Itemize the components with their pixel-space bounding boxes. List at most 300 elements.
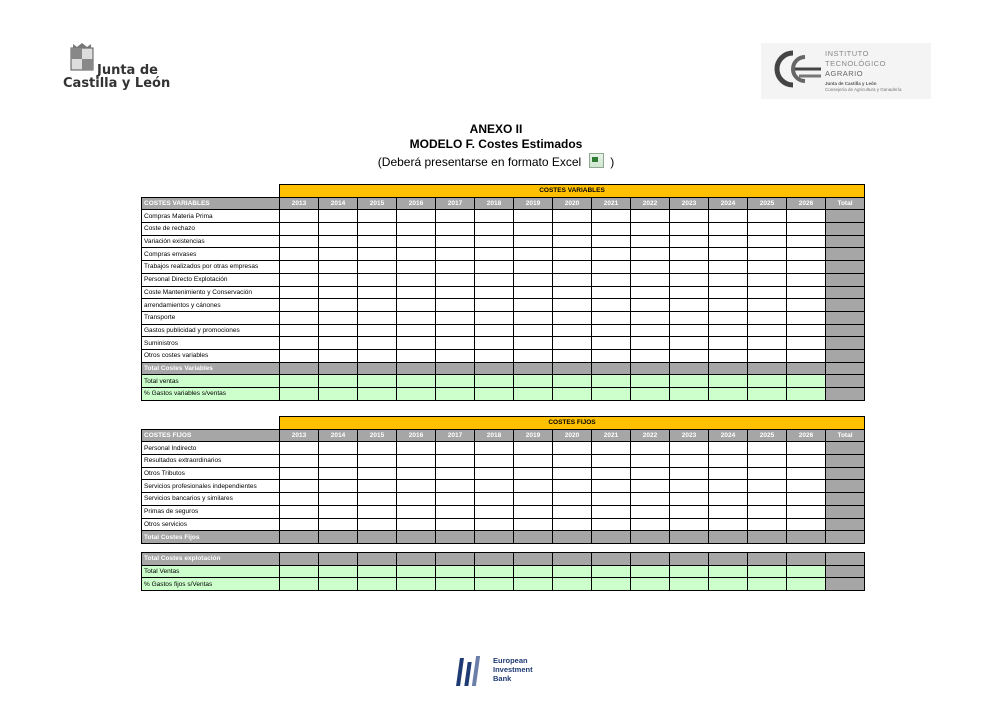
input-cell[interactable] bbox=[787, 505, 826, 518]
input-cell[interactable] bbox=[397, 467, 436, 480]
input-cell[interactable] bbox=[670, 337, 709, 350]
input-cell[interactable] bbox=[280, 324, 319, 337]
input-cell[interactable] bbox=[475, 455, 514, 468]
input-cell[interactable] bbox=[631, 223, 670, 236]
input-cell[interactable] bbox=[475, 349, 514, 362]
ventas-cell[interactable] bbox=[358, 565, 397, 578]
ventas-cell[interactable] bbox=[709, 388, 748, 401]
input-cell[interactable] bbox=[748, 299, 787, 312]
input-cell[interactable] bbox=[436, 223, 475, 236]
input-cell[interactable] bbox=[319, 480, 358, 493]
input-cell[interactable] bbox=[280, 480, 319, 493]
input-cell[interactable] bbox=[436, 442, 475, 455]
input-cell[interactable] bbox=[397, 223, 436, 236]
input-cell[interactable] bbox=[787, 286, 826, 299]
input-cell[interactable] bbox=[553, 223, 592, 236]
input-cell[interactable] bbox=[358, 493, 397, 506]
input-cell[interactable] bbox=[553, 505, 592, 518]
input-cell[interactable] bbox=[319, 210, 358, 223]
input-cell[interactable] bbox=[553, 311, 592, 324]
input-cell[interactable] bbox=[319, 455, 358, 468]
input-cell[interactable] bbox=[280, 505, 319, 518]
input-cell[interactable] bbox=[358, 210, 397, 223]
input-cell[interactable] bbox=[436, 349, 475, 362]
input-cell[interactable] bbox=[787, 299, 826, 312]
input-cell[interactable] bbox=[280, 493, 319, 506]
input-cell[interactable] bbox=[670, 223, 709, 236]
input-cell[interactable] bbox=[631, 337, 670, 350]
input-cell[interactable] bbox=[748, 261, 787, 274]
input-cell[interactable] bbox=[787, 455, 826, 468]
input-cell[interactable] bbox=[397, 235, 436, 248]
input-cell[interactable] bbox=[670, 311, 709, 324]
input-cell[interactable] bbox=[436, 286, 475, 299]
input-cell[interactable] bbox=[709, 261, 748, 274]
input-cell[interactable] bbox=[397, 480, 436, 493]
input-cell[interactable] bbox=[553, 493, 592, 506]
input-cell[interactable] bbox=[748, 480, 787, 493]
input-cell[interactable] bbox=[592, 349, 631, 362]
input-cell[interactable] bbox=[709, 210, 748, 223]
input-cell[interactable] bbox=[709, 248, 748, 261]
input-cell[interactable] bbox=[787, 235, 826, 248]
input-cell[interactable] bbox=[787, 480, 826, 493]
input-cell[interactable] bbox=[436, 480, 475, 493]
input-cell[interactable] bbox=[397, 273, 436, 286]
ventas-cell[interactable] bbox=[748, 388, 787, 401]
input-cell[interactable] bbox=[397, 442, 436, 455]
ventas-cell[interactable] bbox=[748, 375, 787, 388]
ventas-cell[interactable] bbox=[787, 388, 826, 401]
input-cell[interactable] bbox=[358, 324, 397, 337]
input-cell[interactable] bbox=[319, 467, 358, 480]
input-cell[interactable] bbox=[358, 349, 397, 362]
ventas-cell[interactable] bbox=[592, 578, 631, 591]
input-cell[interactable] bbox=[514, 273, 553, 286]
ventas-cell[interactable] bbox=[319, 388, 358, 401]
input-cell[interactable] bbox=[397, 324, 436, 337]
input-cell[interactable] bbox=[670, 442, 709, 455]
ventas-cell[interactable] bbox=[631, 388, 670, 401]
input-cell[interactable] bbox=[514, 235, 553, 248]
input-cell[interactable] bbox=[514, 337, 553, 350]
input-cell[interactable] bbox=[787, 223, 826, 236]
input-cell[interactable] bbox=[475, 480, 514, 493]
ventas-cell[interactable] bbox=[748, 578, 787, 591]
input-cell[interactable] bbox=[319, 518, 358, 531]
input-cell[interactable] bbox=[436, 324, 475, 337]
ventas-cell[interactable] bbox=[475, 375, 514, 388]
input-cell[interactable] bbox=[748, 442, 787, 455]
input-cell[interactable] bbox=[670, 299, 709, 312]
ventas-cell[interactable] bbox=[280, 565, 319, 578]
input-cell[interactable] bbox=[319, 223, 358, 236]
input-cell[interactable] bbox=[592, 455, 631, 468]
ventas-cell[interactable] bbox=[670, 565, 709, 578]
ventas-cell[interactable] bbox=[553, 388, 592, 401]
input-cell[interactable] bbox=[709, 235, 748, 248]
input-cell[interactable] bbox=[319, 324, 358, 337]
input-cell[interactable] bbox=[592, 235, 631, 248]
input-cell[interactable] bbox=[748, 223, 787, 236]
input-cell[interactable] bbox=[280, 286, 319, 299]
input-cell[interactable] bbox=[592, 299, 631, 312]
input-cell[interactable] bbox=[436, 455, 475, 468]
input-cell[interactable] bbox=[787, 518, 826, 531]
input-cell[interactable] bbox=[670, 349, 709, 362]
input-cell[interactable] bbox=[553, 480, 592, 493]
input-cell[interactable] bbox=[670, 235, 709, 248]
input-cell[interactable] bbox=[631, 286, 670, 299]
input-cell[interactable] bbox=[319, 311, 358, 324]
input-cell[interactable] bbox=[592, 311, 631, 324]
input-cell[interactable] bbox=[358, 505, 397, 518]
input-cell[interactable] bbox=[592, 442, 631, 455]
input-cell[interactable] bbox=[787, 273, 826, 286]
input-cell[interactable] bbox=[436, 261, 475, 274]
input-cell[interactable] bbox=[553, 349, 592, 362]
input-cell[interactable] bbox=[397, 455, 436, 468]
input-cell[interactable] bbox=[475, 505, 514, 518]
input-cell[interactable] bbox=[592, 210, 631, 223]
input-cell[interactable] bbox=[592, 337, 631, 350]
ventas-cell[interactable] bbox=[748, 565, 787, 578]
input-cell[interactable] bbox=[319, 235, 358, 248]
input-cell[interactable] bbox=[631, 261, 670, 274]
input-cell[interactable] bbox=[748, 505, 787, 518]
input-cell[interactable] bbox=[280, 349, 319, 362]
ventas-cell[interactable] bbox=[592, 388, 631, 401]
ventas-cell[interactable] bbox=[436, 388, 475, 401]
ventas-cell[interactable] bbox=[319, 565, 358, 578]
input-cell[interactable] bbox=[592, 248, 631, 261]
input-cell[interactable] bbox=[280, 467, 319, 480]
input-cell[interactable] bbox=[787, 337, 826, 350]
input-cell[interactable] bbox=[631, 505, 670, 518]
ventas-cell[interactable] bbox=[397, 375, 436, 388]
input-cell[interactable] bbox=[475, 261, 514, 274]
input-cell[interactable] bbox=[475, 299, 514, 312]
input-cell[interactable] bbox=[397, 248, 436, 261]
input-cell[interactable] bbox=[319, 493, 358, 506]
input-cell[interactable] bbox=[709, 286, 748, 299]
input-cell[interactable] bbox=[475, 273, 514, 286]
input-cell[interactable] bbox=[748, 349, 787, 362]
input-cell[interactable] bbox=[436, 493, 475, 506]
input-cell[interactable] bbox=[319, 442, 358, 455]
input-cell[interactable] bbox=[436, 273, 475, 286]
input-cell[interactable] bbox=[280, 210, 319, 223]
input-cell[interactable] bbox=[475, 235, 514, 248]
input-cell[interactable] bbox=[670, 455, 709, 468]
ventas-cell[interactable] bbox=[631, 375, 670, 388]
ventas-cell[interactable] bbox=[436, 375, 475, 388]
ventas-cell[interactable] bbox=[553, 375, 592, 388]
input-cell[interactable] bbox=[709, 337, 748, 350]
input-cell[interactable] bbox=[397, 505, 436, 518]
input-cell[interactable] bbox=[553, 442, 592, 455]
input-cell[interactable] bbox=[280, 337, 319, 350]
input-cell[interactable] bbox=[397, 299, 436, 312]
input-cell[interactable] bbox=[553, 248, 592, 261]
input-cell[interactable] bbox=[475, 493, 514, 506]
input-cell[interactable] bbox=[748, 493, 787, 506]
input-cell[interactable] bbox=[514, 286, 553, 299]
ventas-cell[interactable] bbox=[592, 565, 631, 578]
input-cell[interactable] bbox=[553, 286, 592, 299]
ventas-cell[interactable] bbox=[709, 375, 748, 388]
input-cell[interactable] bbox=[436, 337, 475, 350]
input-cell[interactable] bbox=[709, 311, 748, 324]
input-cell[interactable] bbox=[358, 442, 397, 455]
ventas-cell[interactable] bbox=[397, 388, 436, 401]
ventas-cell[interactable] bbox=[280, 388, 319, 401]
input-cell[interactable] bbox=[358, 273, 397, 286]
input-cell[interactable] bbox=[670, 286, 709, 299]
input-cell[interactable] bbox=[670, 324, 709, 337]
input-cell[interactable] bbox=[592, 324, 631, 337]
ventas-cell[interactable] bbox=[475, 578, 514, 591]
input-cell[interactable] bbox=[514, 442, 553, 455]
input-cell[interactable] bbox=[631, 455, 670, 468]
input-cell[interactable] bbox=[436, 518, 475, 531]
input-cell[interactable] bbox=[709, 518, 748, 531]
input-cell[interactable] bbox=[319, 337, 358, 350]
input-cell[interactable] bbox=[670, 480, 709, 493]
input-cell[interactable] bbox=[514, 467, 553, 480]
input-cell[interactable] bbox=[631, 467, 670, 480]
ventas-cell[interactable] bbox=[319, 375, 358, 388]
input-cell[interactable] bbox=[748, 467, 787, 480]
ventas-cell[interactable] bbox=[670, 388, 709, 401]
input-cell[interactable] bbox=[631, 349, 670, 362]
input-cell[interactable] bbox=[709, 324, 748, 337]
input-cell[interactable] bbox=[631, 324, 670, 337]
ventas-cell[interactable] bbox=[670, 578, 709, 591]
input-cell[interactable] bbox=[631, 480, 670, 493]
input-cell[interactable] bbox=[514, 324, 553, 337]
input-cell[interactable] bbox=[475, 286, 514, 299]
input-cell[interactable] bbox=[475, 223, 514, 236]
input-cell[interactable] bbox=[475, 337, 514, 350]
input-cell[interactable] bbox=[631, 235, 670, 248]
input-cell[interactable] bbox=[709, 505, 748, 518]
input-cell[interactable] bbox=[397, 493, 436, 506]
input-cell[interactable] bbox=[631, 248, 670, 261]
input-cell[interactable] bbox=[670, 467, 709, 480]
input-cell[interactable] bbox=[670, 273, 709, 286]
input-cell[interactable] bbox=[553, 324, 592, 337]
input-cell[interactable] bbox=[592, 467, 631, 480]
input-cell[interactable] bbox=[358, 455, 397, 468]
ventas-cell[interactable] bbox=[514, 375, 553, 388]
ventas-cell[interactable] bbox=[787, 578, 826, 591]
input-cell[interactable] bbox=[397, 337, 436, 350]
input-cell[interactable] bbox=[319, 261, 358, 274]
ventas-cell[interactable] bbox=[514, 388, 553, 401]
ventas-cell[interactable] bbox=[280, 578, 319, 591]
input-cell[interactable] bbox=[709, 223, 748, 236]
ventas-cell[interactable] bbox=[631, 565, 670, 578]
input-cell[interactable] bbox=[436, 505, 475, 518]
input-cell[interactable] bbox=[787, 467, 826, 480]
input-cell[interactable] bbox=[319, 349, 358, 362]
input-cell[interactable] bbox=[670, 210, 709, 223]
input-cell[interactable] bbox=[787, 248, 826, 261]
input-cell[interactable] bbox=[592, 286, 631, 299]
input-cell[interactable] bbox=[319, 299, 358, 312]
input-cell[interactable] bbox=[436, 467, 475, 480]
input-cell[interactable] bbox=[748, 248, 787, 261]
input-cell[interactable] bbox=[475, 311, 514, 324]
input-cell[interactable] bbox=[436, 210, 475, 223]
input-cell[interactable] bbox=[436, 248, 475, 261]
ventas-cell[interactable] bbox=[358, 375, 397, 388]
input-cell[interactable] bbox=[787, 324, 826, 337]
input-cell[interactable] bbox=[358, 299, 397, 312]
input-cell[interactable] bbox=[631, 299, 670, 312]
input-cell[interactable] bbox=[319, 286, 358, 299]
input-cell[interactable] bbox=[475, 324, 514, 337]
input-cell[interactable] bbox=[280, 518, 319, 531]
input-cell[interactable] bbox=[709, 467, 748, 480]
ventas-cell[interactable] bbox=[319, 578, 358, 591]
input-cell[interactable] bbox=[592, 480, 631, 493]
input-cell[interactable] bbox=[709, 480, 748, 493]
input-cell[interactable] bbox=[592, 223, 631, 236]
input-cell[interactable] bbox=[631, 311, 670, 324]
input-cell[interactable] bbox=[631, 210, 670, 223]
ventas-cell[interactable] bbox=[670, 375, 709, 388]
input-cell[interactable] bbox=[358, 480, 397, 493]
ventas-cell[interactable] bbox=[553, 578, 592, 591]
input-cell[interactable] bbox=[280, 235, 319, 248]
input-cell[interactable] bbox=[670, 261, 709, 274]
input-cell[interactable] bbox=[514, 261, 553, 274]
ventas-cell[interactable] bbox=[358, 578, 397, 591]
input-cell[interactable] bbox=[514, 505, 553, 518]
input-cell[interactable] bbox=[514, 311, 553, 324]
input-cell[interactable] bbox=[397, 349, 436, 362]
input-cell[interactable] bbox=[787, 442, 826, 455]
input-cell[interactable] bbox=[475, 248, 514, 261]
input-cell[interactable] bbox=[748, 273, 787, 286]
input-cell[interactable] bbox=[280, 311, 319, 324]
input-cell[interactable] bbox=[553, 455, 592, 468]
ventas-cell[interactable] bbox=[436, 565, 475, 578]
input-cell[interactable] bbox=[631, 518, 670, 531]
input-cell[interactable] bbox=[748, 210, 787, 223]
input-cell[interactable] bbox=[514, 210, 553, 223]
input-cell[interactable] bbox=[787, 210, 826, 223]
input-cell[interactable] bbox=[709, 442, 748, 455]
input-cell[interactable] bbox=[436, 311, 475, 324]
ventas-cell[interactable] bbox=[592, 375, 631, 388]
input-cell[interactable] bbox=[787, 261, 826, 274]
input-cell[interactable] bbox=[592, 493, 631, 506]
input-cell[interactable] bbox=[787, 349, 826, 362]
input-cell[interactable] bbox=[319, 248, 358, 261]
input-cell[interactable] bbox=[358, 337, 397, 350]
input-cell[interactable] bbox=[553, 261, 592, 274]
ventas-cell[interactable] bbox=[475, 565, 514, 578]
input-cell[interactable] bbox=[397, 518, 436, 531]
input-cell[interactable] bbox=[358, 518, 397, 531]
input-cell[interactable] bbox=[748, 337, 787, 350]
input-cell[interactable] bbox=[358, 286, 397, 299]
input-cell[interactable] bbox=[514, 299, 553, 312]
input-cell[interactable] bbox=[280, 248, 319, 261]
input-cell[interactable] bbox=[709, 455, 748, 468]
input-cell[interactable] bbox=[358, 223, 397, 236]
input-cell[interactable] bbox=[631, 273, 670, 286]
ventas-cell[interactable] bbox=[787, 565, 826, 578]
input-cell[interactable] bbox=[319, 505, 358, 518]
input-cell[interactable] bbox=[475, 210, 514, 223]
input-cell[interactable] bbox=[592, 518, 631, 531]
input-cell[interactable] bbox=[748, 235, 787, 248]
input-cell[interactable] bbox=[358, 467, 397, 480]
input-cell[interactable] bbox=[748, 286, 787, 299]
input-cell[interactable] bbox=[787, 493, 826, 506]
input-cell[interactable] bbox=[514, 518, 553, 531]
input-cell[interactable] bbox=[436, 235, 475, 248]
input-cell[interactable] bbox=[748, 518, 787, 531]
input-cell[interactable] bbox=[553, 235, 592, 248]
input-cell[interactable] bbox=[709, 349, 748, 362]
input-cell[interactable] bbox=[397, 311, 436, 324]
input-cell[interactable] bbox=[280, 442, 319, 455]
input-cell[interactable] bbox=[436, 299, 475, 312]
ventas-cell[interactable] bbox=[553, 565, 592, 578]
ventas-cell[interactable] bbox=[787, 375, 826, 388]
input-cell[interactable] bbox=[748, 324, 787, 337]
input-cell[interactable] bbox=[553, 273, 592, 286]
input-cell[interactable] bbox=[514, 480, 553, 493]
ventas-cell[interactable] bbox=[436, 578, 475, 591]
input-cell[interactable] bbox=[670, 248, 709, 261]
input-cell[interactable] bbox=[592, 505, 631, 518]
input-cell[interactable] bbox=[280, 261, 319, 274]
input-cell[interactable] bbox=[631, 493, 670, 506]
input-cell[interactable] bbox=[631, 442, 670, 455]
input-cell[interactable] bbox=[358, 261, 397, 274]
ventas-cell[interactable] bbox=[397, 565, 436, 578]
ventas-cell[interactable] bbox=[397, 578, 436, 591]
input-cell[interactable] bbox=[319, 273, 358, 286]
input-cell[interactable] bbox=[514, 349, 553, 362]
ventas-cell[interactable] bbox=[475, 388, 514, 401]
input-cell[interactable] bbox=[475, 518, 514, 531]
input-cell[interactable] bbox=[514, 493, 553, 506]
input-cell[interactable] bbox=[358, 248, 397, 261]
input-cell[interactable] bbox=[358, 235, 397, 248]
input-cell[interactable] bbox=[514, 248, 553, 261]
input-cell[interactable] bbox=[553, 210, 592, 223]
input-cell[interactable] bbox=[358, 311, 397, 324]
input-cell[interactable] bbox=[475, 467, 514, 480]
input-cell[interactable] bbox=[514, 223, 553, 236]
ventas-cell[interactable] bbox=[514, 565, 553, 578]
input-cell[interactable] bbox=[397, 286, 436, 299]
input-cell[interactable] bbox=[709, 273, 748, 286]
input-cell[interactable] bbox=[748, 311, 787, 324]
input-cell[interactable] bbox=[670, 493, 709, 506]
ventas-cell[interactable] bbox=[709, 578, 748, 591]
ventas-cell[interactable] bbox=[631, 578, 670, 591]
input-cell[interactable] bbox=[397, 210, 436, 223]
input-cell[interactable] bbox=[670, 505, 709, 518]
